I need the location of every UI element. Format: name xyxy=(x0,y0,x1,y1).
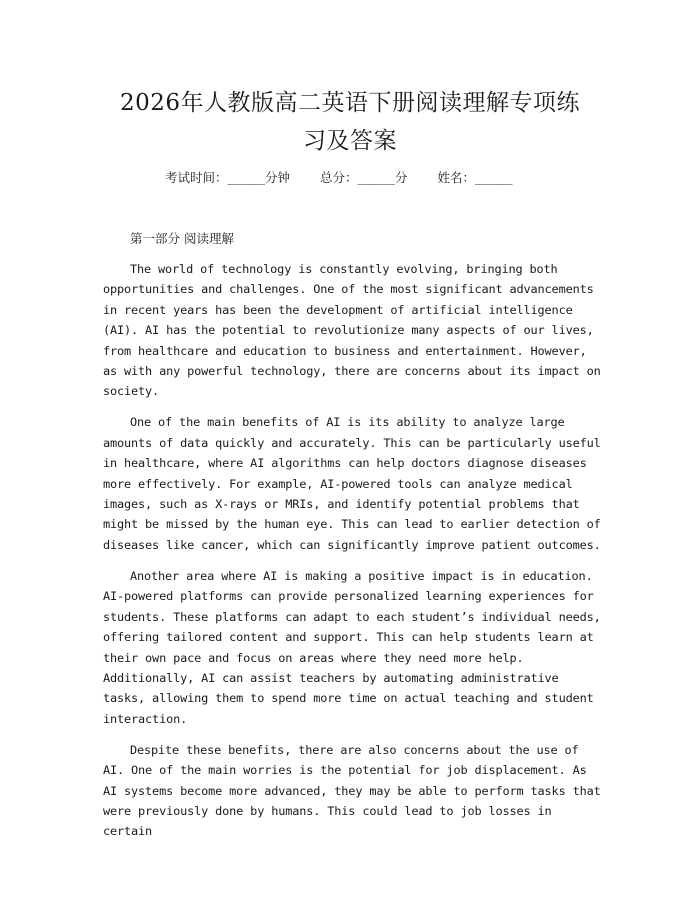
section-heading: 第一部分 阅读理解 xyxy=(130,231,234,246)
passage-paragraph: The world of technology is constantly evolving, bringing both opportunities and challenges. One of the most significant advancements in recent years has been the development of artificial intelligence (AI). AI has the potential to revolutionize many aspects of our lives, from healthcare and education to business and entertainment. However, as with any powerful technology, there are concerns about its impact on society. xyxy=(103,262,601,399)
total-score-field: 总分：______分 xyxy=(320,170,408,185)
title-line-1: 2026年人教版高二英语下册阅读理解专项练 xyxy=(119,90,581,116)
exam-info-line xyxy=(165,168,585,188)
passage-paragraph: Despite these benefits, there are also concerns about the use of AI. One of the main worries is the potential for job displacement. As AI systems become more advanced, they may be able to perform tasks that were previously done by humans. This could lead to job losses in certain xyxy=(103,742,601,839)
exam-time-field: 考试时间：______分钟 xyxy=(165,170,291,185)
title-line-2: 习及答案 xyxy=(303,128,397,154)
reading-passage xyxy=(103,259,603,852)
passage-paragraph: Another area where AI is making a positive impact is in education. AI-powered platforms can provide personalized learning experiences for students. These platforms can adapt to each student’s individual needs, offering tailored content and support. This can help students learn at their own pace and focus on areas where they need more help. Additionally, AI can assist teachers by automating administrative tasks, allowing them to spend more time on actual teaching and student interaction. xyxy=(103,568,601,726)
student-name-field: 姓名：______ xyxy=(437,170,513,185)
passage-paragraph: One of the main benefits of AI is its ability to analyze large amounts of data quickly and accurately. This can be particularly useful in healthcare, where AI algorithms can help doctors diagnose diseases more effectively. For example, AI-powered tools can analyze medical images, such as X-rays or MRIs, and identify potential problems that might be missed by the human eye. This can lead to earlier detection of diseases like cancer, which can significantly improve patient outcomes. xyxy=(103,415,601,552)
document-title xyxy=(70,84,630,160)
